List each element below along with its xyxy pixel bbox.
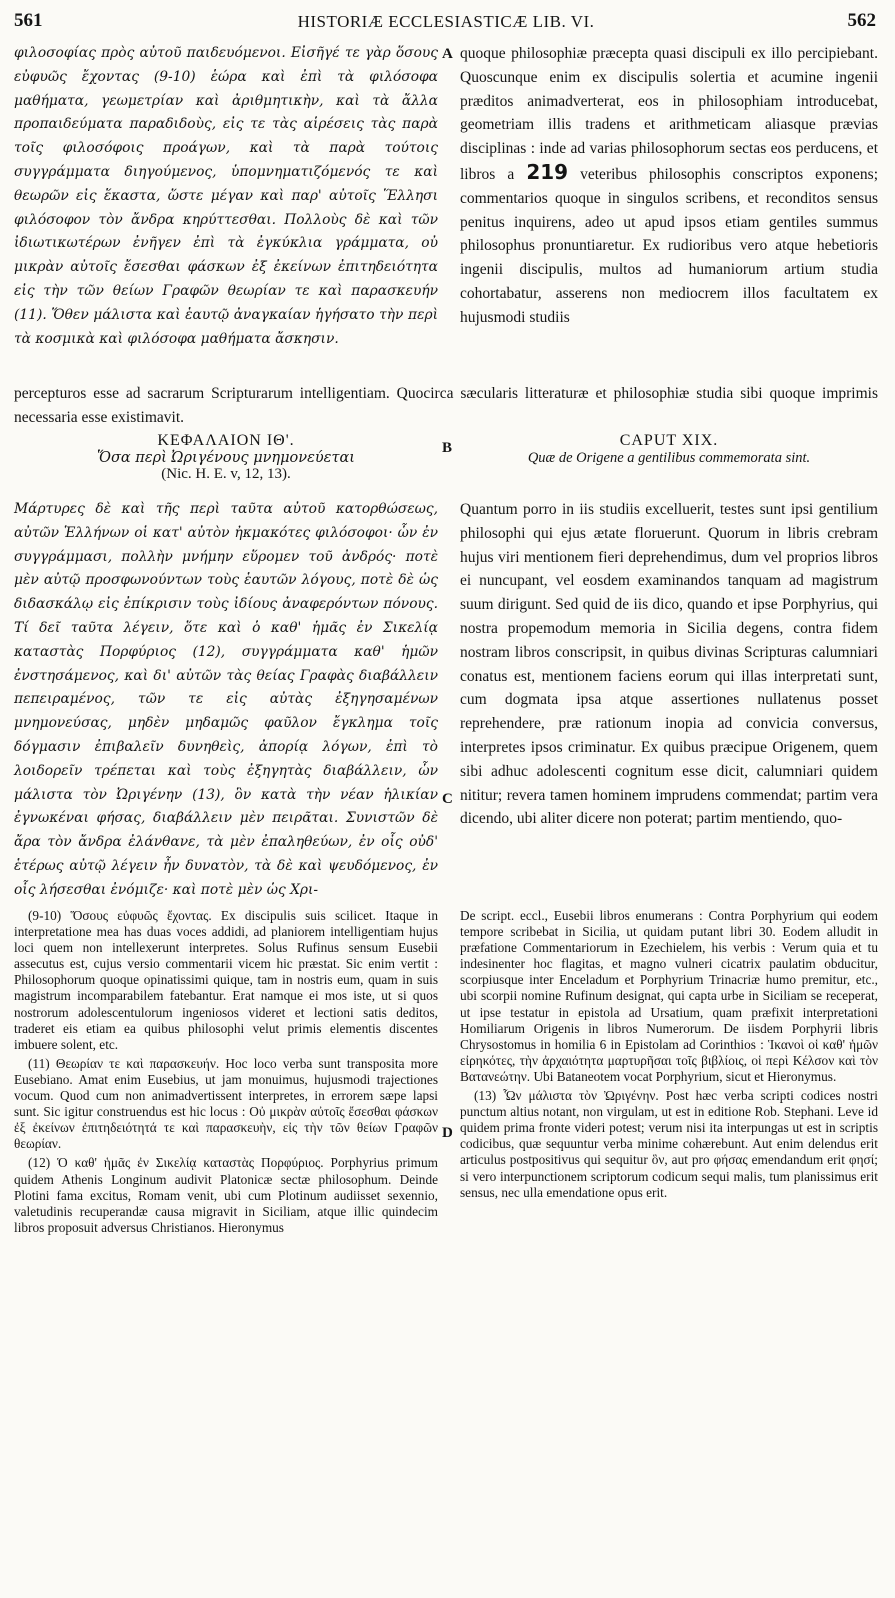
- note-11: (11) Θεωρίαν τε καὶ παρασκευήν. Hoc loco verba sunt transposita more Eusebiano. Amat enim Eusebius, ut jam monuimus, hujusmodi trajectiones vocum. Quod cum non animadvertissent interpretes, in errorem sæpe lapsi sunt. Sic igitur construendus est hic locus : Οὐ μικρὰν αὐτοῖς ἔσεσθαι φάσκων ἐξ ἐκείνων ἐπιτηδειότητά τε καὶ παρασκευὴν, εἰς τὴν τῶν θείων Γραφῶν θεωρίαν.: [14, 1055, 438, 1152]
- note-13: (13) Ὧν μάλιστα τὸν Ὠριγένην. Post hæc verba scripti codices nostri punctum altius notant, non virgulam, ut est in editione Rob. Stephani. Leve id quidem prima fronte videri potest; verum nisi ita interpungas ut est in scriptis codicibus, quæ sequuntur verba minime cohærebunt. Aut enim delendus erit articulus postpositivus qui sequitur ὃν, aut pro φήσας emendandum erit φησί; si vero interpunctionem scriptorum codicum sequi malis, tum planissimus erit sensus, nec ulla emendatione opus erit.: [460, 1088, 878, 1200]
- margin-marker-a: A: [442, 46, 453, 62]
- greek-section-subtitle: Ὅσα περὶ Ὠριγένους μνημονεύεται: [97, 450, 355, 466]
- latin-section-head: [460, 432, 878, 467]
- note-9-10: (9-10) Ὅσους εὐφυῶς ἔχοντας. Ex discipulis suis scilicet. Itaque in interpretatione mea has duas voces addidi, ad planiorem intelligentiam hujus loci quem non intellexerunt interpretes. Solus Rufinus sensum Eusebii assecutus est, cujus versio commentarii vicem hic præstat. Sic enim vertit : Philosophorum quoque opinatissimi quique, tam in nostris eum, quam in suis magistrum incomparabilem fatebantur. Erat namque ei mos iste, ut si quos nostrorum adolescentulorum ingeniosos videret et lectioni satis deditos, traderet eis etiam ea quibus philosophi velut primis elementis discentes imbuere solent, etc.: [14, 908, 438, 1052]
- top-latin-text: quoque philosophiæ præcepta quasi discipuli ex illo percipiebant. Quoscunque enim ex discipulis solertia et acumine ingenii præditos animadverterat, eos in philosophiam introducebat, geometriam illis tradens et arithmeticam aliasque prævias disciplinas : inde ad varias philosophorum sectas eos perducens, et libros a 219 veteribus philosophis conscriptos exponens; commentarios quoque in singulos scribens, et reconditos sensus penitus inquirens, adeo ut apud ipsos etiam gentiles summus philosophus pronuntiaretur. Ex rudioribus vero atque hebetioris ingenii discipulis, multos ad humaniorum artium studia cohortabatur, asserens non mediocrem illos facultatem ex hujusmodi studiis: [460, 45, 879, 326]
- greek-section-ref: (Nic. H. E. v, 12, 13).: [161, 466, 291, 482]
- greek-section-head: [14, 432, 438, 487]
- latin-body-column: [460, 498, 878, 831]
- notes-left: [14, 908, 438, 1236]
- latin-body-text: Quantum porro in iis studiis excelluerit, testes sunt ipsi gentilium philosophi qui ejus ætate floruerunt. Quorum in libris crebram hujus viri mentionem fieri deprehendimus, dum vel proprios libros ei nuncupant, vel eosdem examinandos tanquam ad magistrum suum dirigunt. Sed quid de iis dico, quando et ipse Porphyrius, qui nostra propemodum memoria in Sicilia degens, contra fidem nostram libros conscripsit, in quibus divinas Scripturas calumniari conatus est, mentionem faciens eorum qui illas interpretati sunt, cum dogmata ipsa atque assertiones nullatenus posset reprehendere, præ rationum inopia ad convicia conversus, interpretes ipsos criminatur. Ex quibus præcipue Origenem, quem sibi adhuc adolescenti cognitum esse dicit, calumniari quidem nititur; revera tamen hominem imprudens commendat; partim vera dicendo, ubi aliter dicere non poterat; partim mentiendo, quo-: [460, 501, 878, 828]
- full-width-line: [14, 382, 878, 430]
- page-ref-number: 219: [526, 159, 569, 184]
- running-header: [12, 8, 880, 34]
- top-latin-column: [460, 42, 878, 330]
- margin-marker-d: D: [442, 1125, 453, 1141]
- latin-section-title: CAPUT XIX.: [619, 432, 719, 449]
- running-title: HISTORIÆ ECCLESIASTICÆ LIB. VI.: [297, 12, 595, 31]
- page-number-left: 561: [14, 10, 43, 31]
- latin-section-subtitle: Quæ de Origene a gentilibus commemorata sint.: [527, 450, 811, 466]
- full-width-text: percepturos esse ad sacrarum Scripturarum intelligentiam. Quocirca sæcularis litteraturæ et philosophiæ studia sibi quoque imprimis necessaria esse existimavit.: [14, 385, 878, 426]
- greek-section-title: ΚΕΦΑΛΑΙΟΝ ΙΘ'.: [157, 432, 295, 449]
- note-12-cont: De script. eccl., Eusebii libros enumerans : Contra Porphyrium qui eodem tempore scribebat in Sicilia, ut quidam putant libri 30. Eodem alludit in præfatione Commentariorum in Ezechielem, his verbis : Verum quia et tu indesinenter hoc flagitas, et magno vulneri cicatrix paulatim obducitur, scorpiusque inter Enceladum et Porphyrium Trinacriæ humo premitur, etc., ubi scorpii nomine Rufinum designat, qui capta urbe in Siciliam se receperat, ut ipse testatur in epistola ad Ursatium, quam præfixit interpretationi Homiliarum Origenis in libros Numerorum. De iisdem Porphyrii libris Chrysostomus in homilia 6 in Epistolam ad Corinthios : Ἱκανοὶ οἱ καθ' ἡμῶν εἰρηκότες, τὴν ἀρχαιότητα μαρτυρῆσαι τοῖς βιβλίοις, οἱ περὶ Κέλσον καὶ τὸν Βατανεώτην. Ubi Bataneotem vocat Porphyrium, sicut et Hieronymus.: [460, 908, 878, 1084]
- margin-marker-b: B: [442, 440, 453, 456]
- note-12: (12) Ὁ καθ' ἡμᾶς ἐν Σικελίᾳ καταστὰς Πορφύριος. Porphyrius primum quidem Athenis Longinum audivit Platonicæ sectæ philosophum. Deinde Plotini fama excitus, Romam venit, ubi cum Plotinum audiisset sexennio, valetudinis recuperandæ causa migravit in Siciliam, atque illic quindecim libros proposuit adversus Christianos. Hieronymus: [14, 1155, 438, 1235]
- notes-right-column: [460, 908, 878, 1204]
- notes-left-column: [14, 908, 438, 1239]
- greek-body-text: Μάρτυρες δὲ καὶ τῆς περὶ ταῦτα αὐτοῦ κατορθώσεως, αὐτῶν Ἑλλήνων οἱ κατ' αὐτὸν ἠκμακότες φιλόσοφοι· ὧν ἐν συγγράμμασι, πολλὴν μνήμην εὕρομεν τοῦ ἀνδρός· ποτὲ μὲν αὐτῷ προσφωνούντων τοὺς ἑαυτῶν λόγους, ποτὲ δὲ ὡς διδασκάλῳ εἰς ἐπίκρισιν τοὺς ἰδίους ἀναφερόντων πόνους. Τί δεῖ ταῦτα λέγειν, ὅτε καὶ ὁ καθ' ἡμᾶς ἐν Σικελίᾳ καταστὰς Πορφύριος (12), συγγράμματα καθ' ἡμῶν ἐνστησάμενος, καὶ δι' αὐτῶν τὰς θείας Γραφὰς διαβάλλειν πεπειραμένος, τῶν τε εἰς αὐτὰς ἐξηγησαμένων μνημονεύσας, μηδὲν μηδαμῶς φαῦλον ἔγκλημα τοῖς δόγμασιν ἐπιβαλεῖν δυνηθεὶς, ἀπορίᾳ λόγων, ἐπὶ τὸ λοιδορεῖν τρέπεται καὶ τοὺς ἐξηγητὰς διαβάλλειν, ὧν μάλιστα τὸν Ὠριγένην (13), ὃν κατὰ τὴν νέαν ἡλικίαν ἐγνωκέναι φήσας, διαβάλλειν μὲν πειρᾶται. Συνιστῶν δὲ ἄρα τὸν ἄνδρα ἐλάνθανε, τὰ μὲν ἐπαληθεύων, ἐν οἷς οὐδ' ἑτέρως αὐτῷ λέγειν ἦν δυνατὸν, τὰ δὲ καὶ ψευδόμενος, ἐν οἷς λήσεσθαι ἐνόμιζε· καὶ ποτὲ μὲν ὡς Χρι-: [14, 501, 438, 898]
- page: [12, 8, 880, 1592]
- notes-right: [460, 908, 878, 1201]
- page-number-right: 562: [847, 10, 876, 31]
- top-greek-column: [14, 42, 438, 351]
- greek-body-column: [14, 498, 438, 903]
- margin-marker-c: C: [442, 791, 453, 807]
- top-greek-text: φιλοσοφίας πρὸς αὐτοῦ παιδευόμενοι. Εἰσῆγέ τε γὰρ ὅσους εὐφυῶς ἔχοντας (9-10) ἑώρα καὶ ἐπὶ τὰ φιλόσοφα μαθήματα, γεωμετρίαν καὶ ἀριθμητικὴν, καὶ τὰ ἄλλα προπαιδεύματα παραδιδοὺς, εἰς τε τὰς αἱρέσεις τὰς παρὰ τοῖς φιλοσόφοις προάγων, καὶ τὰ παρὰ τούτοις συγγράμματα διηγούμενος, ὑπομνηματιζόμενός τε καὶ θεωρῶν εἰς ἕκαστα, ὥστε μέγαν καὶ παρ' αὐτοῖς Ἕλλησι φιλόσοφον τὸν ἄνδρα κηρύττεσθαι. Πολλοὺς δὲ καὶ τῶν ἰδιωτικωτέρων ἐνῆγεν ἐπὶ τὰ ἐγκύκλια γράμματα, οὐ μικρὰν αὐτοῖς ἔσεσθαι φάσκων ἐξ ἐκείνων ἐπιτηδειότητα εἰς τὴν τῶν θείων Γραφῶν θεωρίαν τε καὶ παρασκευήν (11). Ὅθεν μάλιστα καὶ ἑαυτῷ ἀναγκαίαν ἡγήσατο τὴν περὶ τὰ κοσμικὰ καὶ φιλόσοφα μαθήματα ἄσκησιν.: [14, 45, 438, 347]
